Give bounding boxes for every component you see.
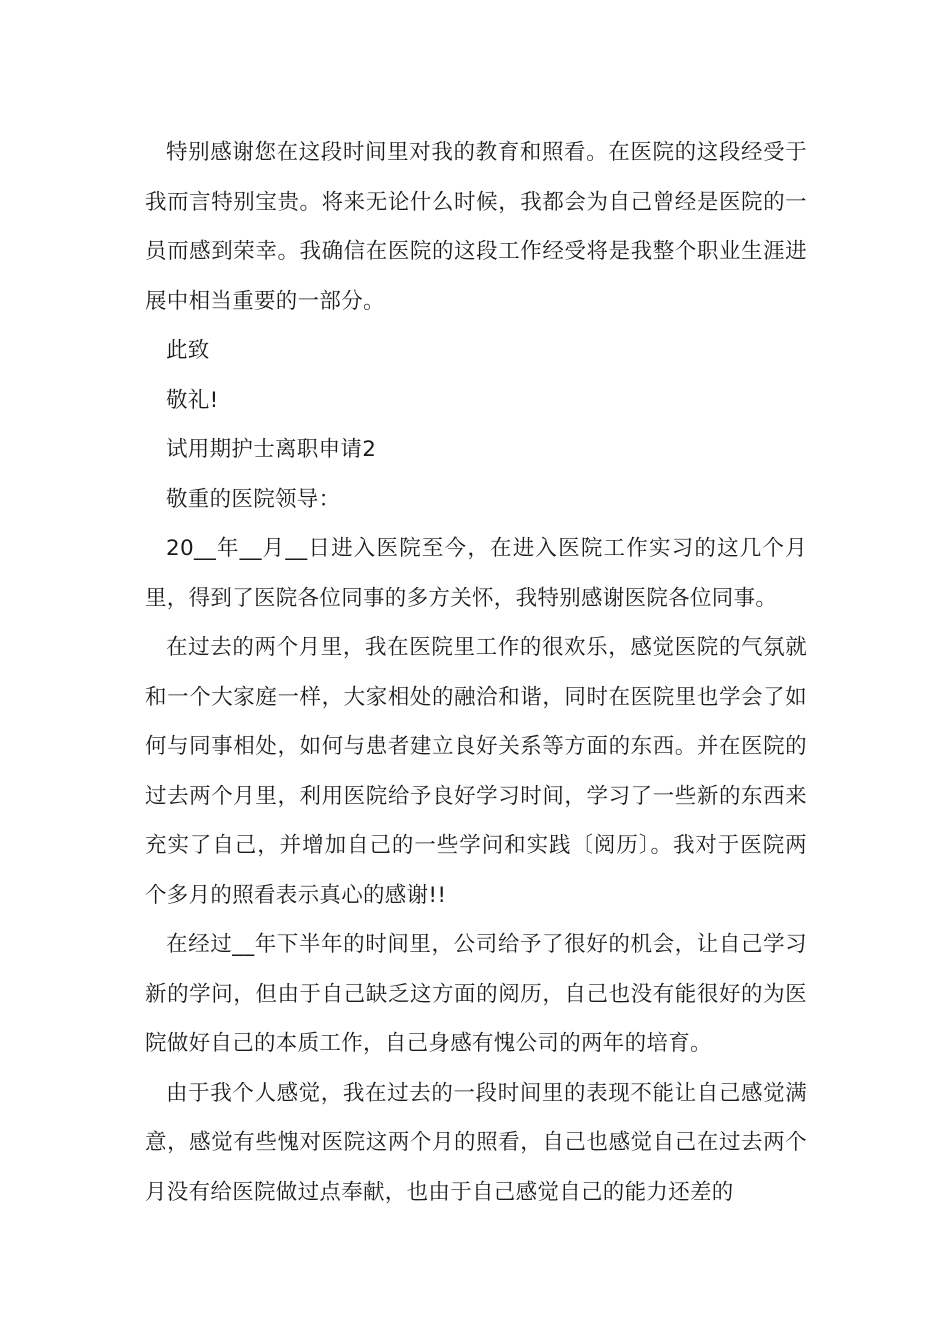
document-body: [145, 128, 807, 1217]
paragraph-reason: 由于我个人感觉，我在过去的一段时间里的表现不能让自己感觉满意，感觉有些愧对医院这两个月的照看，自己也感觉自己在过去两个月没有给医院做过点奉献，也由于自己感觉自己的能力还差的: [145, 1080, 807, 1205]
closing-salutation: 此致: [166, 338, 210, 363]
paragraph-thanks: 特别感谢您在这段时间里对我的教育和照看。在医院的这段经受于我而言特别宝贵。将来无论什么时候，我都会为自己曾经是医院的一员而感到荣幸。我确信在医院的这段工作经受将是我整个职业生涯进展中相当重要的一部分。: [145, 140, 807, 314]
closing-regards: 敬礼!: [166, 387, 219, 413]
paragraph-experience: 在过去的两个月里，我在医院里工作的很欢乐，感觉医院的气氛就和一个大家庭一样，大家相处的融洽和谐，同时在医院里也学会了如何与同事相处，如何与患者建立良好关系等方面的东西。并在医院的过去两个月里，利用医院给予良好学习时间，学习了一些新的东西来充实了自己，并增加自己的一些学问和实践〔阅历〕。我对于医院两个多月的照看表示真心的感谢!!: [145, 635, 807, 908]
greeting: 敬重的医院领导：: [166, 486, 341, 512]
paragraph-opportunity: 在经过__年下半年的时间里，公司给予了很好的机会，让自己学习新的学问，但由于自己缺乏这方面的阅历，自己也没有能很好的为医院做好自己的本质工作，自己身感有愧公司的两年的培育。: [145, 932, 807, 1056]
section-title: 试用期护士离职申请2: [166, 437, 377, 462]
paragraph-intro: 20__年__月__日进入医院至今，在进入医院工作实习的这几个月里，得到了医院各位同事的多方关怀，我特别感谢医院各位同事。: [145, 536, 807, 611]
